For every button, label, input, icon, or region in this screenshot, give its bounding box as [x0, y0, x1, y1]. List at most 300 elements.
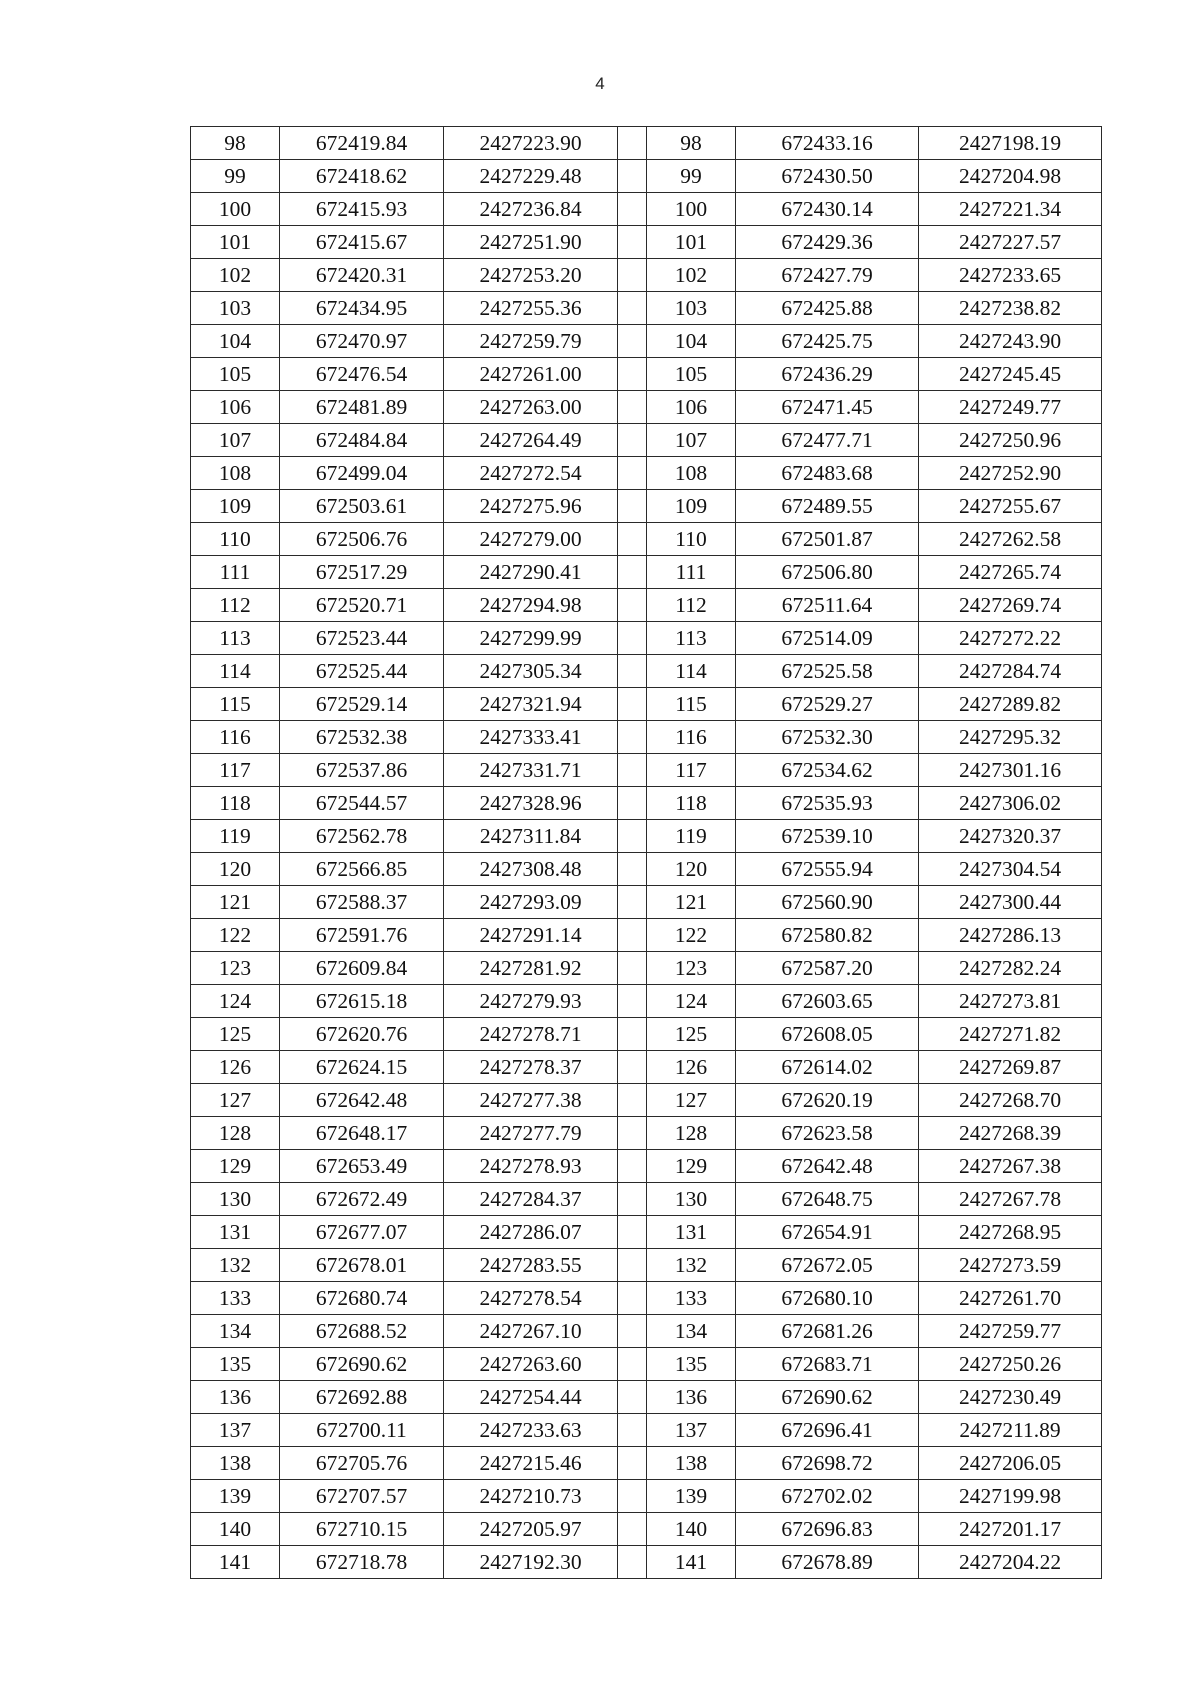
x-coordinate-right: 672471.45 [736, 391, 919, 424]
table-row [191, 655, 1102, 688]
y-coordinate-left: 2427331.71 [444, 754, 618, 787]
y-coordinate-right: 2427262.58 [919, 523, 1102, 556]
y-coordinate-right: 2427255.67 [919, 490, 1102, 523]
separator-cell [618, 1150, 647, 1183]
y-coordinate-right: 2427273.59 [919, 1249, 1102, 1282]
x-coordinate-right: 672620.19 [736, 1084, 919, 1117]
table-row [191, 1183, 1102, 1216]
point-number-right: 115 [647, 688, 736, 721]
point-number-right: 119 [647, 820, 736, 853]
x-coordinate-left: 672707.57 [280, 1480, 444, 1513]
point-number-right: 141 [647, 1546, 736, 1579]
x-coordinate-left: 672544.57 [280, 787, 444, 820]
x-coordinate-right: 672654.91 [736, 1216, 919, 1249]
separator-cell [618, 754, 647, 787]
x-coordinate-left: 672588.37 [280, 886, 444, 919]
separator-cell [618, 1414, 647, 1447]
x-coordinate-right: 672608.05 [736, 1018, 919, 1051]
y-coordinate-right: 2427230.49 [919, 1381, 1102, 1414]
table-row [191, 457, 1102, 490]
x-coordinate-right: 672539.10 [736, 820, 919, 853]
point-number-right: 103 [647, 292, 736, 325]
separator-cell [618, 1546, 647, 1579]
y-coordinate-right: 2427267.78 [919, 1183, 1102, 1216]
separator-cell [618, 1315, 647, 1348]
y-coordinate-left: 2427210.73 [444, 1480, 618, 1513]
point-number-right: 112 [647, 589, 736, 622]
y-coordinate-left: 2427299.99 [444, 622, 618, 655]
point-number-left: 98 [191, 127, 280, 160]
point-number-left: 100 [191, 193, 280, 226]
point-number-right: 133 [647, 1282, 736, 1315]
y-coordinate-right: 2427286.13 [919, 919, 1102, 952]
separator-cell [618, 160, 647, 193]
separator-cell [618, 1084, 647, 1117]
separator-cell [618, 1282, 647, 1315]
separator-cell [618, 589, 647, 622]
table-row [191, 1084, 1102, 1117]
table-row [191, 622, 1102, 655]
x-coordinate-right: 672477.71 [736, 424, 919, 457]
separator-cell [618, 1513, 647, 1546]
point-number-left: 109 [191, 490, 280, 523]
table-row [191, 160, 1102, 193]
y-coordinate-left: 2427278.37 [444, 1051, 618, 1084]
y-coordinate-left: 2427278.71 [444, 1018, 618, 1051]
table-row [191, 1150, 1102, 1183]
x-coordinate-left: 672415.67 [280, 226, 444, 259]
y-coordinate-left: 2427254.44 [444, 1381, 618, 1414]
x-coordinate-left: 672591.76 [280, 919, 444, 952]
x-coordinate-right: 672425.88 [736, 292, 919, 325]
x-coordinate-left: 672680.74 [280, 1282, 444, 1315]
y-coordinate-left: 2427308.48 [444, 853, 618, 886]
table-row [191, 754, 1102, 787]
x-coordinate-left: 672615.18 [280, 985, 444, 1018]
x-coordinate-left: 672523.44 [280, 622, 444, 655]
point-number-right: 98 [647, 127, 736, 160]
point-number-right: 121 [647, 886, 736, 919]
x-coordinate-right: 672425.75 [736, 325, 919, 358]
y-coordinate-right: 2427268.95 [919, 1216, 1102, 1249]
point-number-left: 130 [191, 1183, 280, 1216]
point-number-right: 128 [647, 1117, 736, 1150]
separator-cell [618, 787, 647, 820]
y-coordinate-right: 2427243.90 [919, 325, 1102, 358]
y-coordinate-left: 2427236.84 [444, 193, 618, 226]
point-number-left: 132 [191, 1249, 280, 1282]
x-coordinate-right: 672511.64 [736, 589, 919, 622]
separator-cell [618, 655, 647, 688]
table-row [191, 688, 1102, 721]
point-number-left: 131 [191, 1216, 280, 1249]
separator-cell [618, 193, 647, 226]
point-number-right: 109 [647, 490, 736, 523]
y-coordinate-right: 2427295.32 [919, 721, 1102, 754]
separator-cell [618, 721, 647, 754]
y-coordinate-right: 2427259.77 [919, 1315, 1102, 1348]
table-row [191, 1414, 1102, 1447]
table-row [191, 1480, 1102, 1513]
y-coordinate-right: 2427201.17 [919, 1513, 1102, 1546]
separator-cell [618, 919, 647, 952]
table-row [191, 259, 1102, 292]
x-coordinate-right: 672560.90 [736, 886, 919, 919]
y-coordinate-left: 2427290.41 [444, 556, 618, 589]
y-coordinate-left: 2427263.00 [444, 391, 618, 424]
x-coordinate-left: 672677.07 [280, 1216, 444, 1249]
point-number-left: 102 [191, 259, 280, 292]
x-coordinate-right: 672525.58 [736, 655, 919, 688]
separator-cell [618, 1447, 647, 1480]
x-coordinate-left: 672688.52 [280, 1315, 444, 1348]
y-coordinate-left: 2427255.36 [444, 292, 618, 325]
x-coordinate-left: 672718.78 [280, 1546, 444, 1579]
table-row [191, 226, 1102, 259]
y-coordinate-left: 2427294.98 [444, 589, 618, 622]
point-number-left: 110 [191, 523, 280, 556]
point-number-left: 111 [191, 556, 280, 589]
y-coordinate-right: 2427268.39 [919, 1117, 1102, 1150]
point-number-right: 114 [647, 655, 736, 688]
point-number-right: 122 [647, 919, 736, 952]
point-number-left: 133 [191, 1282, 280, 1315]
point-number-left: 128 [191, 1117, 280, 1150]
point-number-right: 123 [647, 952, 736, 985]
x-coordinate-left: 672653.49 [280, 1150, 444, 1183]
separator-cell [618, 391, 647, 424]
table-row [191, 292, 1102, 325]
x-coordinate-right: 672680.10 [736, 1282, 919, 1315]
table-row [191, 424, 1102, 457]
y-coordinate-left: 2427293.09 [444, 886, 618, 919]
table-row [191, 1315, 1102, 1348]
point-number-right: 100 [647, 193, 736, 226]
y-coordinate-left: 2427264.49 [444, 424, 618, 457]
x-coordinate-left: 672517.29 [280, 556, 444, 589]
table-row [191, 556, 1102, 589]
x-coordinate-right: 672690.62 [736, 1381, 919, 1414]
point-number-left: 127 [191, 1084, 280, 1117]
y-coordinate-right: 2427245.45 [919, 358, 1102, 391]
point-number-left: 124 [191, 985, 280, 1018]
point-number-right: 101 [647, 226, 736, 259]
separator-cell [618, 1018, 647, 1051]
point-number-right: 102 [647, 259, 736, 292]
point-number-left: 115 [191, 688, 280, 721]
y-coordinate-right: 2427320.37 [919, 820, 1102, 853]
point-number-right: 129 [647, 1150, 736, 1183]
point-number-right: 132 [647, 1249, 736, 1282]
x-coordinate-left: 672562.78 [280, 820, 444, 853]
x-coordinate-right: 672427.79 [736, 259, 919, 292]
y-coordinate-right: 2427272.22 [919, 622, 1102, 655]
point-number-right: 117 [647, 754, 736, 787]
y-coordinate-left: 2427272.54 [444, 457, 618, 490]
point-number-right: 120 [647, 853, 736, 886]
table-row [191, 985, 1102, 1018]
point-number-left: 136 [191, 1381, 280, 1414]
y-coordinate-left: 2427277.38 [444, 1084, 618, 1117]
x-coordinate-right: 672614.02 [736, 1051, 919, 1084]
separator-cell [618, 1480, 647, 1513]
point-number-right: 125 [647, 1018, 736, 1051]
point-number-left: 118 [191, 787, 280, 820]
separator-cell [618, 556, 647, 589]
table-row [191, 193, 1102, 226]
y-coordinate-left: 2427259.79 [444, 325, 618, 358]
x-coordinate-left: 672692.88 [280, 1381, 444, 1414]
separator-cell [618, 985, 647, 1018]
x-coordinate-right: 672642.48 [736, 1150, 919, 1183]
x-coordinate-right: 672623.58 [736, 1117, 919, 1150]
point-number-right: 127 [647, 1084, 736, 1117]
table-row [191, 1018, 1102, 1051]
x-coordinate-right: 672489.55 [736, 490, 919, 523]
point-number-left: 141 [191, 1546, 280, 1579]
table-row [191, 721, 1102, 754]
x-coordinate-left: 672525.44 [280, 655, 444, 688]
y-coordinate-left: 2427223.90 [444, 127, 618, 160]
point-number-left: 125 [191, 1018, 280, 1051]
point-number-right: 106 [647, 391, 736, 424]
x-coordinate-left: 672620.76 [280, 1018, 444, 1051]
table-row [191, 589, 1102, 622]
separator-cell [618, 523, 647, 556]
x-coordinate-right: 672430.50 [736, 160, 919, 193]
y-coordinate-right: 2427282.24 [919, 952, 1102, 985]
y-coordinate-right: 2427261.70 [919, 1282, 1102, 1315]
y-coordinate-right: 2427284.74 [919, 655, 1102, 688]
x-coordinate-left: 672499.04 [280, 457, 444, 490]
point-number-left: 106 [191, 391, 280, 424]
point-number-right: 108 [647, 457, 736, 490]
table-row [191, 1348, 1102, 1381]
x-coordinate-left: 672484.84 [280, 424, 444, 457]
point-number-left: 107 [191, 424, 280, 457]
separator-cell [618, 886, 647, 919]
table-row [191, 820, 1102, 853]
y-coordinate-right: 2427252.90 [919, 457, 1102, 490]
separator-cell [618, 226, 647, 259]
point-number-right: 130 [647, 1183, 736, 1216]
x-coordinate-left: 672624.15 [280, 1051, 444, 1084]
x-coordinate-right: 672678.89 [736, 1546, 919, 1579]
separator-cell [618, 820, 647, 853]
point-number-left: 117 [191, 754, 280, 787]
point-number-right: 126 [647, 1051, 736, 1084]
separator-cell [618, 853, 647, 886]
y-coordinate-right: 2427249.77 [919, 391, 1102, 424]
y-coordinate-left: 2427215.46 [444, 1447, 618, 1480]
separator-cell [618, 292, 647, 325]
table-row [191, 1117, 1102, 1150]
y-coordinate-right: 2427301.16 [919, 754, 1102, 787]
x-coordinate-right: 672672.05 [736, 1249, 919, 1282]
x-coordinate-right: 672534.62 [736, 754, 919, 787]
point-number-left: 121 [191, 886, 280, 919]
table-row [191, 490, 1102, 523]
table-row [191, 358, 1102, 391]
y-coordinate-right: 2427267.38 [919, 1150, 1102, 1183]
separator-cell [618, 688, 647, 721]
y-coordinate-left: 2427192.30 [444, 1546, 618, 1579]
x-coordinate-left: 672418.62 [280, 160, 444, 193]
point-number-right: 124 [647, 985, 736, 1018]
x-coordinate-left: 672476.54 [280, 358, 444, 391]
table-row [191, 1546, 1102, 1579]
x-coordinate-right: 672529.27 [736, 688, 919, 721]
separator-cell [618, 1117, 647, 1150]
x-coordinate-right: 672683.71 [736, 1348, 919, 1381]
point-number-left: 114 [191, 655, 280, 688]
y-coordinate-left: 2427263.60 [444, 1348, 618, 1381]
point-number-left: 134 [191, 1315, 280, 1348]
x-coordinate-left: 672415.93 [280, 193, 444, 226]
x-coordinate-right: 672587.20 [736, 952, 919, 985]
point-number-left: 112 [191, 589, 280, 622]
y-coordinate-left: 2427279.93 [444, 985, 618, 1018]
y-coordinate-right: 2427211.89 [919, 1414, 1102, 1447]
x-coordinate-left: 672566.85 [280, 853, 444, 886]
table-row [191, 1513, 1102, 1546]
y-coordinate-left: 2427279.00 [444, 523, 618, 556]
y-coordinate-right: 2427199.98 [919, 1480, 1102, 1513]
x-coordinate-left: 672690.62 [280, 1348, 444, 1381]
x-coordinate-right: 672429.36 [736, 226, 919, 259]
y-coordinate-right: 2427306.02 [919, 787, 1102, 820]
point-number-right: 104 [647, 325, 736, 358]
y-coordinate-left: 2427321.94 [444, 688, 618, 721]
y-coordinate-left: 2427233.63 [444, 1414, 618, 1447]
point-number-left: 137 [191, 1414, 280, 1447]
table-row [191, 787, 1102, 820]
point-number-right: 118 [647, 787, 736, 820]
x-coordinate-left: 672537.86 [280, 754, 444, 787]
point-number-left: 123 [191, 952, 280, 985]
point-number-right: 105 [647, 358, 736, 391]
x-coordinate-right: 672681.26 [736, 1315, 919, 1348]
y-coordinate-left: 2427311.84 [444, 820, 618, 853]
y-coordinate-left: 2427229.48 [444, 160, 618, 193]
y-coordinate-right: 2427198.19 [919, 127, 1102, 160]
y-coordinate-right: 2427269.74 [919, 589, 1102, 622]
separator-cell [618, 1051, 647, 1084]
separator-cell [618, 1183, 647, 1216]
separator-cell [618, 358, 647, 391]
coordinate-table [190, 126, 1102, 1579]
point-number-right: 136 [647, 1381, 736, 1414]
table-row [191, 325, 1102, 358]
y-coordinate-right: 2427271.82 [919, 1018, 1102, 1051]
x-coordinate-right: 672430.14 [736, 193, 919, 226]
x-coordinate-left: 672678.01 [280, 1249, 444, 1282]
y-coordinate-left: 2427277.79 [444, 1117, 618, 1150]
x-coordinate-left: 672503.61 [280, 490, 444, 523]
y-coordinate-right: 2427233.65 [919, 259, 1102, 292]
y-coordinate-right: 2427300.44 [919, 886, 1102, 919]
point-number-left: 101 [191, 226, 280, 259]
x-coordinate-right: 672501.87 [736, 523, 919, 556]
separator-cell [618, 259, 647, 292]
point-number-left: 116 [191, 721, 280, 754]
x-coordinate-right: 672696.83 [736, 1513, 919, 1546]
page-number: 4 [595, 74, 605, 93]
x-coordinate-right: 672433.16 [736, 127, 919, 160]
x-coordinate-right: 672648.75 [736, 1183, 919, 1216]
x-coordinate-right: 672532.30 [736, 721, 919, 754]
point-number-left: 135 [191, 1348, 280, 1381]
y-coordinate-right: 2427273.81 [919, 985, 1102, 1018]
separator-cell [618, 1249, 647, 1282]
point-number-left: 140 [191, 1513, 280, 1546]
coordinate-table-body [191, 127, 1102, 1579]
y-coordinate-left: 2427278.93 [444, 1150, 618, 1183]
y-coordinate-left: 2427333.41 [444, 721, 618, 754]
point-number-left: 105 [191, 358, 280, 391]
y-coordinate-right: 2427250.26 [919, 1348, 1102, 1381]
x-coordinate-right: 672483.68 [736, 457, 919, 490]
point-number-left: 126 [191, 1051, 280, 1084]
x-coordinate-left: 672672.49 [280, 1183, 444, 1216]
point-number-right: 135 [647, 1348, 736, 1381]
x-coordinate-right: 672580.82 [736, 919, 919, 952]
x-coordinate-left: 672529.14 [280, 688, 444, 721]
y-coordinate-right: 2427289.82 [919, 688, 1102, 721]
y-coordinate-right: 2427204.22 [919, 1546, 1102, 1579]
point-number-right: 137 [647, 1414, 736, 1447]
point-number-left: 122 [191, 919, 280, 952]
point-number-right: 140 [647, 1513, 736, 1546]
x-coordinate-right: 672698.72 [736, 1447, 919, 1480]
x-coordinate-left: 672642.48 [280, 1084, 444, 1117]
table-row [191, 523, 1102, 556]
y-coordinate-left: 2427291.14 [444, 919, 618, 952]
separator-cell [618, 325, 647, 358]
point-number-left: 129 [191, 1150, 280, 1183]
separator-cell [618, 1216, 647, 1249]
point-number-left: 108 [191, 457, 280, 490]
point-number-right: 111 [647, 556, 736, 589]
x-coordinate-left: 672420.31 [280, 259, 444, 292]
x-coordinate-left: 672705.76 [280, 1447, 444, 1480]
x-coordinate-left: 672648.17 [280, 1117, 444, 1150]
y-coordinate-left: 2427286.07 [444, 1216, 618, 1249]
y-coordinate-right: 2427304.54 [919, 853, 1102, 886]
point-number-right: 99 [647, 160, 736, 193]
point-number-right: 110 [647, 523, 736, 556]
x-coordinate-left: 672710.15 [280, 1513, 444, 1546]
x-coordinate-right: 672514.09 [736, 622, 919, 655]
separator-cell [618, 1348, 647, 1381]
point-number-left: 119 [191, 820, 280, 853]
y-coordinate-left: 2427283.55 [444, 1249, 618, 1282]
table-row [191, 919, 1102, 952]
y-coordinate-right: 2427238.82 [919, 292, 1102, 325]
y-coordinate-left: 2427281.92 [444, 952, 618, 985]
separator-cell [618, 622, 647, 655]
x-coordinate-right: 672603.65 [736, 985, 919, 1018]
point-number-right: 131 [647, 1216, 736, 1249]
x-coordinate-right: 672702.02 [736, 1480, 919, 1513]
point-number-left: 120 [191, 853, 280, 886]
table-row [191, 1381, 1102, 1414]
x-coordinate-right: 672535.93 [736, 787, 919, 820]
point-number-right: 113 [647, 622, 736, 655]
table-row [191, 886, 1102, 919]
table-row [191, 127, 1102, 160]
x-coordinate-right: 672696.41 [736, 1414, 919, 1447]
